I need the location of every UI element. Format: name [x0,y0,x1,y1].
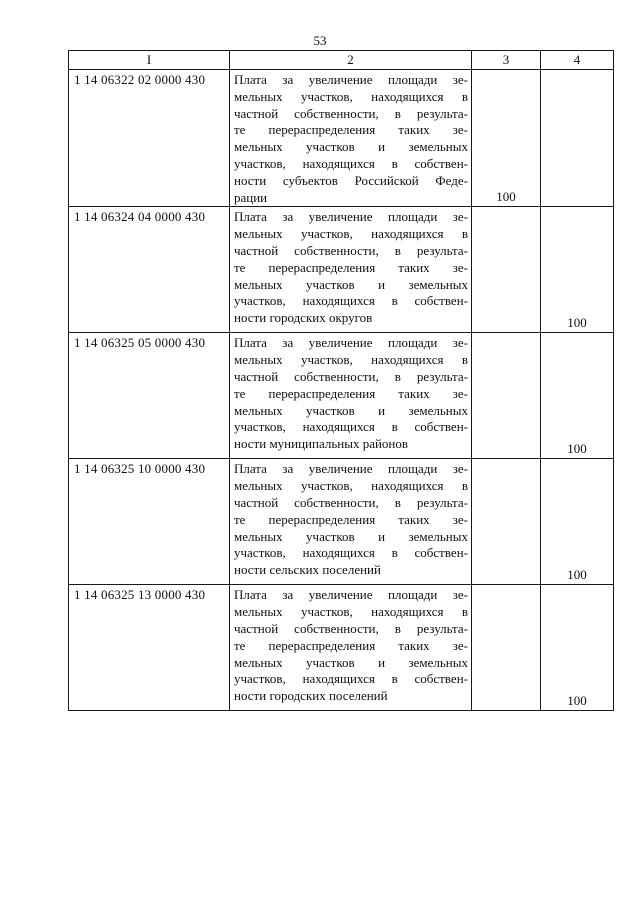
amount-cell-col3 [472,70,541,207]
description-line: те перераспределения таких зе- [234,122,468,138]
description-line: Плата за увеличение площади зе- [234,209,468,225]
description-line: мельных участков, находящихся в [234,226,468,242]
header-row [69,51,614,70]
code-cell: 1 14 06325 13 0000 430 [69,585,230,711]
code-cell: 1 14 06325 05 0000 430 [69,333,230,459]
code-cell: 1 14 06322 02 0000 430 [69,70,230,207]
description-line: частной собственности, в результа- [234,242,468,258]
description-line: частной собственности, в результа- [234,105,468,121]
description-cell [230,70,472,207]
budget-table [68,50,614,711]
description-line: Плата за увеличение площади зе- [234,72,468,87]
description-line: мельных участков, находящихся в [234,478,468,494]
description-line: ности сельских поселений [234,562,381,578]
description-line: те перераспределения таких зе- [234,259,468,275]
description-line: Плата за увеличение площади зе- [234,461,468,477]
amount-cell-col3 [472,459,541,585]
description-line: участков, находящихся в собствен- [234,155,468,171]
description-line: ности городских поселений [234,688,388,704]
amount-cell-col4 [541,585,614,711]
description-line: рации [234,189,268,205]
description-line: участков, находящихся в собствен- [234,545,468,561]
description-line: ности муниципальных районов [234,436,409,452]
description-line: ности городских округов [234,310,373,326]
description-cell [230,333,472,459]
description-line: мельных участков и земельных [234,654,468,670]
amount-cell-col3 [472,333,541,459]
description-line: мельных участков, находящихся в [234,352,468,368]
amount-value: 100 [496,189,516,205]
table-row [69,70,614,207]
header-col-1: I [69,51,230,70]
header-col-4: 4 [541,51,614,70]
amount-cell-col4 [541,333,614,459]
description-line: частной собственности, в результа- [234,368,468,384]
amount-value: 100 [567,567,587,583]
table-row [69,207,614,333]
description-cell [230,207,472,333]
description-line: частной собственности, в результа- [234,620,468,636]
code-cell: 1 14 06325 10 0000 430 [69,459,230,585]
description-line: мельных участков и земельных [234,528,468,544]
amount-value: 100 [567,693,587,709]
description-line: участков, находящихся в собствен- [234,293,468,309]
description-line: те перераспределения таких зе- [234,385,468,401]
description-line: мельных участков и земельных [234,139,468,155]
description-line: Плата за увеличение площади зе- [234,335,468,351]
header-col-3: 3 [472,51,541,70]
page-number: 53 [313,33,327,48]
description-line: те перераспределения таких зе- [234,637,468,653]
description-line: мельных участков и земельных [234,276,468,292]
amount-cell-col4 [541,207,614,333]
amount-cell-col4 [541,70,614,207]
description-cell [230,585,472,711]
table-row [69,333,614,459]
table-row [69,459,614,585]
table-header [69,51,614,70]
description-line: Плата за увеличение площади зе- [234,587,468,603]
amount-value: 100 [567,315,587,331]
description-line: мельных участков, находящихся в [234,88,468,104]
description-line: мельных участков, находящихся в [234,604,468,620]
amount-cell-col3 [472,207,541,333]
table-row [69,585,614,711]
description-cell [230,459,472,585]
description-line: мельных участков и земельных [234,402,468,418]
code-cell: 1 14 06324 04 0000 430 [69,207,230,333]
amount-value: 100 [567,441,587,457]
description-line: участков, находящихся в собствен- [234,419,468,435]
description-line: участков, находящихся в собствен- [234,671,468,687]
amount-cell-col3 [472,585,541,711]
description-line: ности субъектов Российской Феде- [234,172,468,188]
description-line: частной собственности, в результа- [234,494,468,510]
table-body [69,70,614,711]
description-line: те перераспределения таких зе- [234,511,468,527]
header-col-2: 2 [230,51,472,70]
amount-cell-col4 [541,459,614,585]
